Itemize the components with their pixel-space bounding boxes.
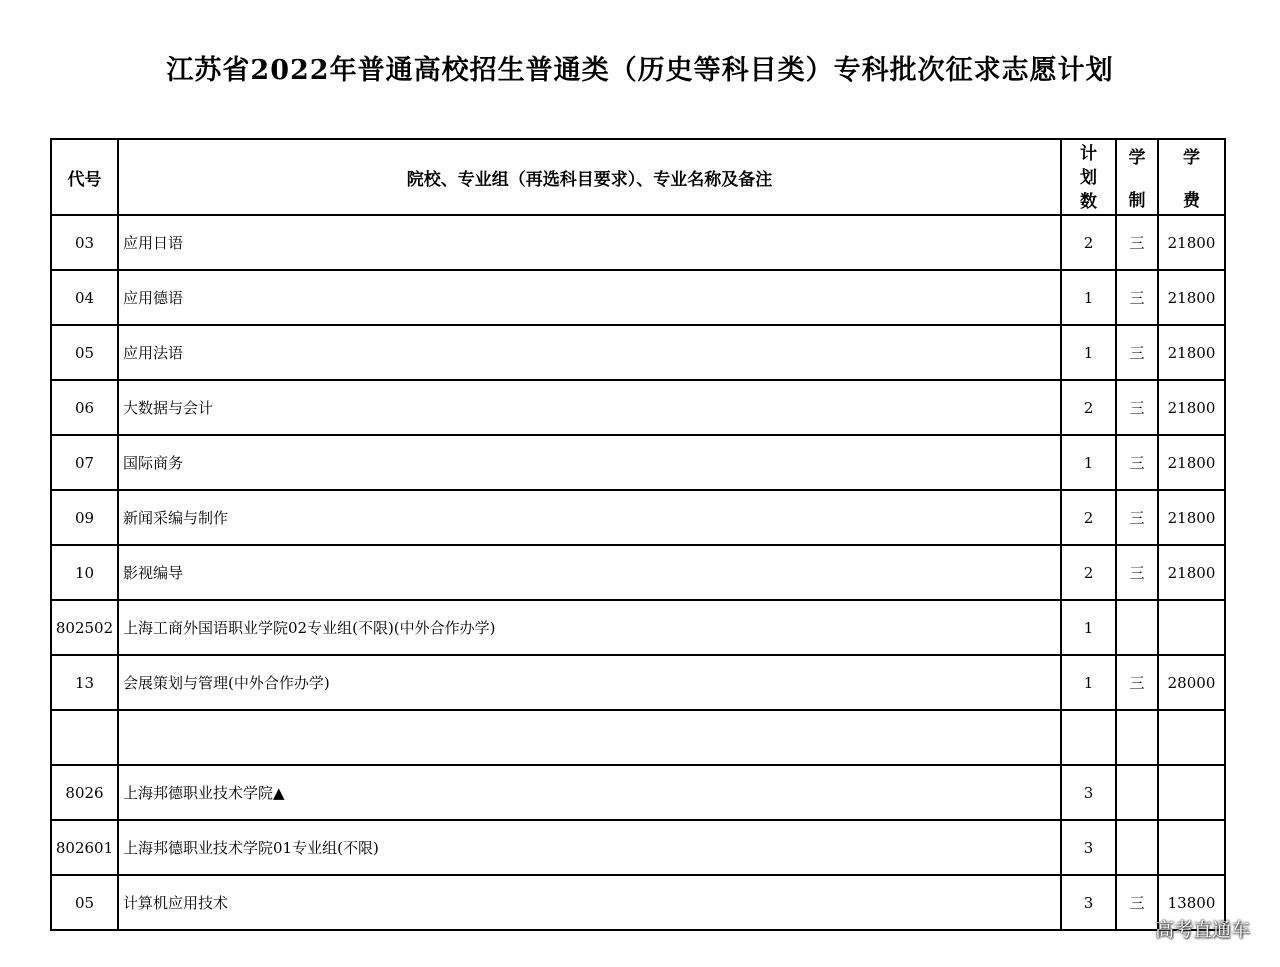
header-plan	[1061, 139, 1116, 215]
cell-name: 国际商务	[118, 435, 1061, 490]
cell-duration	[1116, 600, 1158, 655]
table-row	[51, 325, 1225, 380]
cell-duration: 三	[1116, 215, 1158, 270]
cell-fee: 21800	[1158, 490, 1225, 545]
header-duration-char: 制	[1128, 191, 1146, 211]
table-row	[51, 765, 1225, 820]
header-fee	[1158, 139, 1225, 215]
header-plan-char: 数	[1080, 192, 1097, 212]
cell-fee	[1158, 710, 1225, 765]
header-fee-char: 学	[1183, 148, 1200, 168]
cell-name: 计算机应用技术	[118, 875, 1061, 930]
header-name: 院校、专业组（再选科目要求）、专业名称及备注	[118, 139, 1061, 215]
table-row	[51, 545, 1225, 600]
cell-name: 上海邦德职业技术学院▲	[118, 765, 1061, 820]
cell-code: 802502	[51, 600, 118, 655]
cell-duration: 三	[1116, 435, 1158, 490]
page-title: 江苏省2022年普通高校招生普通类（历史等科目类）专科批次征求志愿计划	[166, 55, 1114, 86]
cell-code: 04	[51, 270, 118, 325]
cell-code: 09	[51, 490, 118, 545]
table-row	[51, 215, 1225, 270]
header-plan-char: 划	[1080, 168, 1097, 188]
cell-name	[118, 710, 1061, 765]
cell-plan: 3	[1061, 765, 1116, 820]
cell-fee: 21800	[1158, 270, 1225, 325]
header-plan-char: 计	[1080, 144, 1097, 164]
header-duration	[1116, 139, 1158, 215]
cell-code: 802601	[51, 820, 118, 875]
cell-name: 应用日语	[118, 215, 1061, 270]
table-row	[51, 380, 1225, 435]
cell-name: 会展策划与管理(中外合作办学)	[118, 655, 1061, 710]
cell-plan: 3	[1061, 875, 1116, 930]
cell-duration	[1116, 710, 1158, 765]
cell-name: 应用德语	[118, 270, 1061, 325]
cell-plan	[1061, 710, 1116, 765]
cell-code: 8026	[51, 765, 118, 820]
cell-code: 07	[51, 435, 118, 490]
table-row	[51, 600, 1225, 655]
watermark: 高考直通车	[1154, 919, 1250, 941]
cell-plan: 1	[1061, 435, 1116, 490]
cell-fee	[1158, 765, 1225, 820]
cell-duration: 三	[1116, 490, 1158, 545]
table-header-row	[51, 139, 1225, 215]
header-duration-char: 学	[1128, 148, 1146, 168]
cell-duration: 三	[1116, 545, 1158, 600]
cell-duration: 三	[1116, 270, 1158, 325]
cell-plan: 1	[1061, 655, 1116, 710]
cell-name: 大数据与会计	[118, 380, 1061, 435]
cell-code	[51, 710, 118, 765]
header-fee-char: 费	[1183, 191, 1200, 211]
cell-fee: 21800	[1158, 380, 1225, 435]
cell-duration: 三	[1116, 380, 1158, 435]
table-row	[51, 490, 1225, 545]
cell-duration: 三	[1116, 875, 1158, 930]
cell-name: 上海邦德职业技术学院01专业组(不限)	[118, 820, 1061, 875]
cell-plan: 1	[1061, 325, 1116, 380]
table-row	[51, 820, 1225, 875]
cell-code: 05	[51, 325, 118, 380]
cell-fee: 21800	[1158, 215, 1225, 270]
cell-code: 10	[51, 545, 118, 600]
cell-fee	[1158, 600, 1225, 655]
cell-code: 06	[51, 380, 118, 435]
cell-duration	[1116, 820, 1158, 875]
header-code: 代号	[51, 139, 118, 215]
cell-fee	[1158, 820, 1225, 875]
table-row	[51, 655, 1225, 710]
cell-plan: 3	[1061, 820, 1116, 875]
cell-fee: 13800	[1158, 875, 1225, 930]
cell-fee: 21800	[1158, 435, 1225, 490]
cell-duration	[1116, 765, 1158, 820]
cell-plan: 1	[1061, 600, 1116, 655]
cell-code: 03	[51, 215, 118, 270]
table-row	[51, 710, 1225, 765]
cell-fee: 21800	[1158, 545, 1225, 600]
cell-plan: 2	[1061, 380, 1116, 435]
cell-fee: 28000	[1158, 655, 1225, 710]
cell-plan: 2	[1061, 215, 1116, 270]
table-row	[51, 270, 1225, 325]
enrollment-plan-table	[50, 138, 1226, 931]
cell-name: 影视编导	[118, 545, 1061, 600]
cell-name: 新闻采编与制作	[118, 490, 1061, 545]
table-row	[51, 435, 1225, 490]
cell-name: 应用法语	[118, 325, 1061, 380]
cell-duration: 三	[1116, 655, 1158, 710]
cell-plan: 1	[1061, 270, 1116, 325]
table-row	[51, 875, 1225, 930]
cell-duration: 三	[1116, 325, 1158, 380]
cell-name: 上海工商外国语职业学院02专业组(不限)(中外合作办学)	[118, 600, 1061, 655]
cell-fee: 21800	[1158, 325, 1225, 380]
cell-plan: 2	[1061, 545, 1116, 600]
cell-code: 05	[51, 875, 118, 930]
cell-plan: 2	[1061, 490, 1116, 545]
cell-code: 13	[51, 655, 118, 710]
